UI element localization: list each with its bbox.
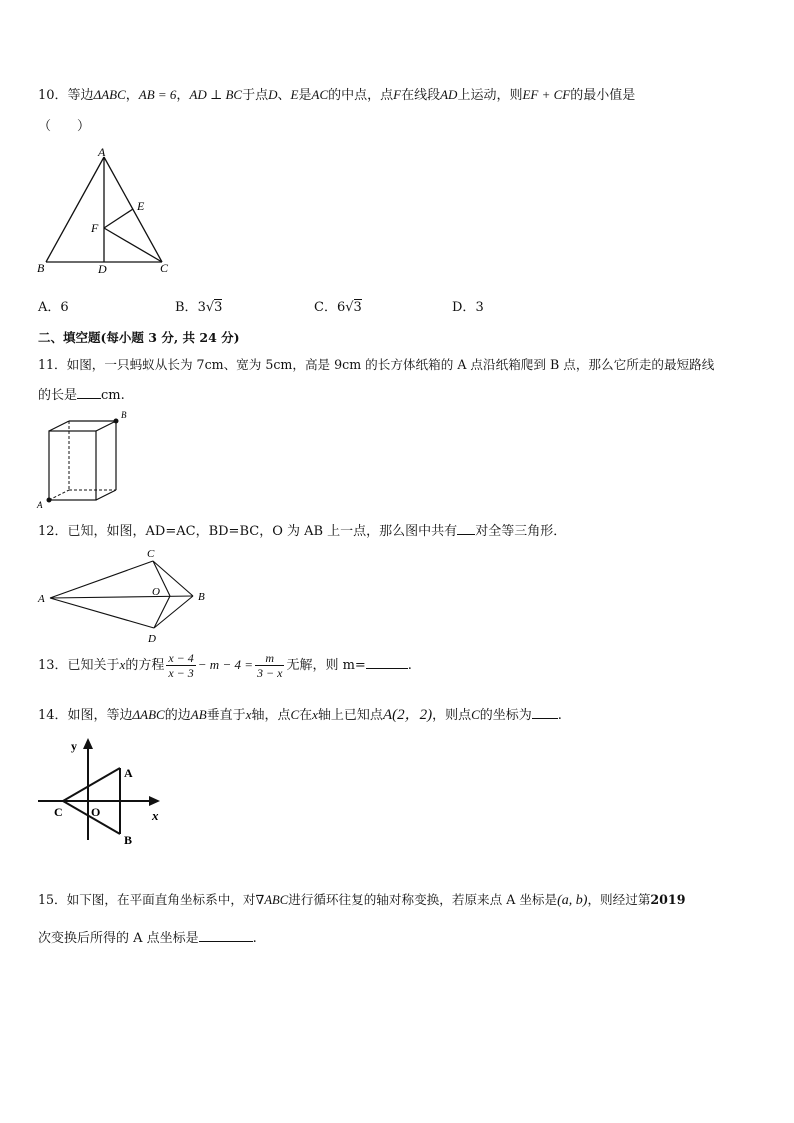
option-c[interactable]: C．6√3	[314, 300, 362, 315]
q14-stem: 14．如图，等边ΔABC的边AB垂直于x轴，点C在x轴上已知点A(2，2)，则点C的坐标为 .	[38, 707, 562, 723]
label-a: A	[124, 766, 133, 780]
label-a: A	[37, 500, 43, 510]
option-d[interactable]: D．3	[452, 300, 484, 315]
label-y: y	[71, 739, 77, 753]
label-b: B	[124, 833, 133, 844]
q10-triangle-figure	[34, 142, 184, 278]
sqrt-icon: √	[205, 300, 215, 315]
q13-answer-blank[interactable]	[366, 656, 408, 669]
q13-stem: 13．已知关于x的方程 $\frac{x - 4}{x - 3}$ − m − 4 = $\frac{m}{3 - x}$ 无解，则 m= .	[38, 651, 412, 680]
q12-kite-figure	[34, 544, 214, 648]
point-a	[47, 498, 52, 503]
q10-answer-paren: （ ）	[38, 119, 91, 134]
q14-answer-blank[interactable]	[532, 706, 558, 719]
label-f: F	[91, 221, 99, 235]
x-arrow-icon	[149, 796, 160, 806]
label-a: A	[98, 145, 106, 159]
q10-stem: 10．等边ΔABC，AB = 6，AD ⊥ BC于点D、E是AC的中点，点F在线段AD上运动，则EF + CF的最小值是	[38, 87, 636, 103]
q11-box-figure	[36, 408, 136, 510]
section-title: 二、填空题(每小题 3 分, 共 24 分)	[38, 330, 240, 345]
q15-line1: 15．如下图，在平面直角坐标系中，对∇ABC进行循环往复的轴对称变换，若原来点 A 坐标是(a, b)，则经过第2019	[38, 892, 686, 908]
point-b	[114, 419, 119, 424]
q12-stem: 12．已知，如图，AD=AC，BD=BC，O 为 AB 上一点，那么图中共有 对全等三角形．	[38, 524, 567, 539]
q15-answer-blank[interactable]	[199, 929, 253, 942]
label-d: D	[148, 633, 156, 645]
option-a[interactable]: A．6	[38, 300, 69, 315]
label-c: C	[147, 548, 155, 560]
q11-answer-blank[interactable]	[77, 386, 101, 399]
q12-answer-blank[interactable]	[457, 522, 475, 535]
label-c: C	[54, 805, 63, 819]
option-b[interactable]: B．3√3	[175, 300, 223, 315]
label-a: A	[38, 593, 45, 605]
edge-ab	[46, 157, 104, 262]
label-o: O	[152, 586, 160, 598]
edge-ca	[63, 768, 120, 801]
q11-line1: 11．如图，一只蚂蚁从长为 7cm、宽为 5cm，高是 9cm 的长方体纸箱的 A 点沿纸箱爬到 B 点，那么它所走的最短路线	[38, 357, 715, 372]
label-e: E	[137, 199, 145, 213]
label-b: B	[37, 261, 45, 275]
y-arrow-icon	[83, 738, 93, 749]
segment-fe	[104, 209, 133, 228]
fraction-2: $\frac{m}{3 - x}$	[257, 651, 283, 680]
label-x: x	[152, 808, 159, 823]
fraction-1: $\frac{x - 4}{x - 3}$	[168, 651, 194, 680]
sqrt-icon: √	[345, 300, 354, 315]
q15-line2: 次变换后所得的 A 点坐标是 .	[38, 931, 257, 946]
q14-coordinate-figure	[34, 732, 174, 844]
label-b: B	[198, 591, 205, 603]
label-d: D	[98, 262, 107, 276]
label-o: O	[91, 805, 101, 819]
label-b: B	[121, 410, 127, 420]
label-c: C	[160, 261, 169, 275]
q11-line2: 的长是 cm.	[38, 388, 125, 403]
